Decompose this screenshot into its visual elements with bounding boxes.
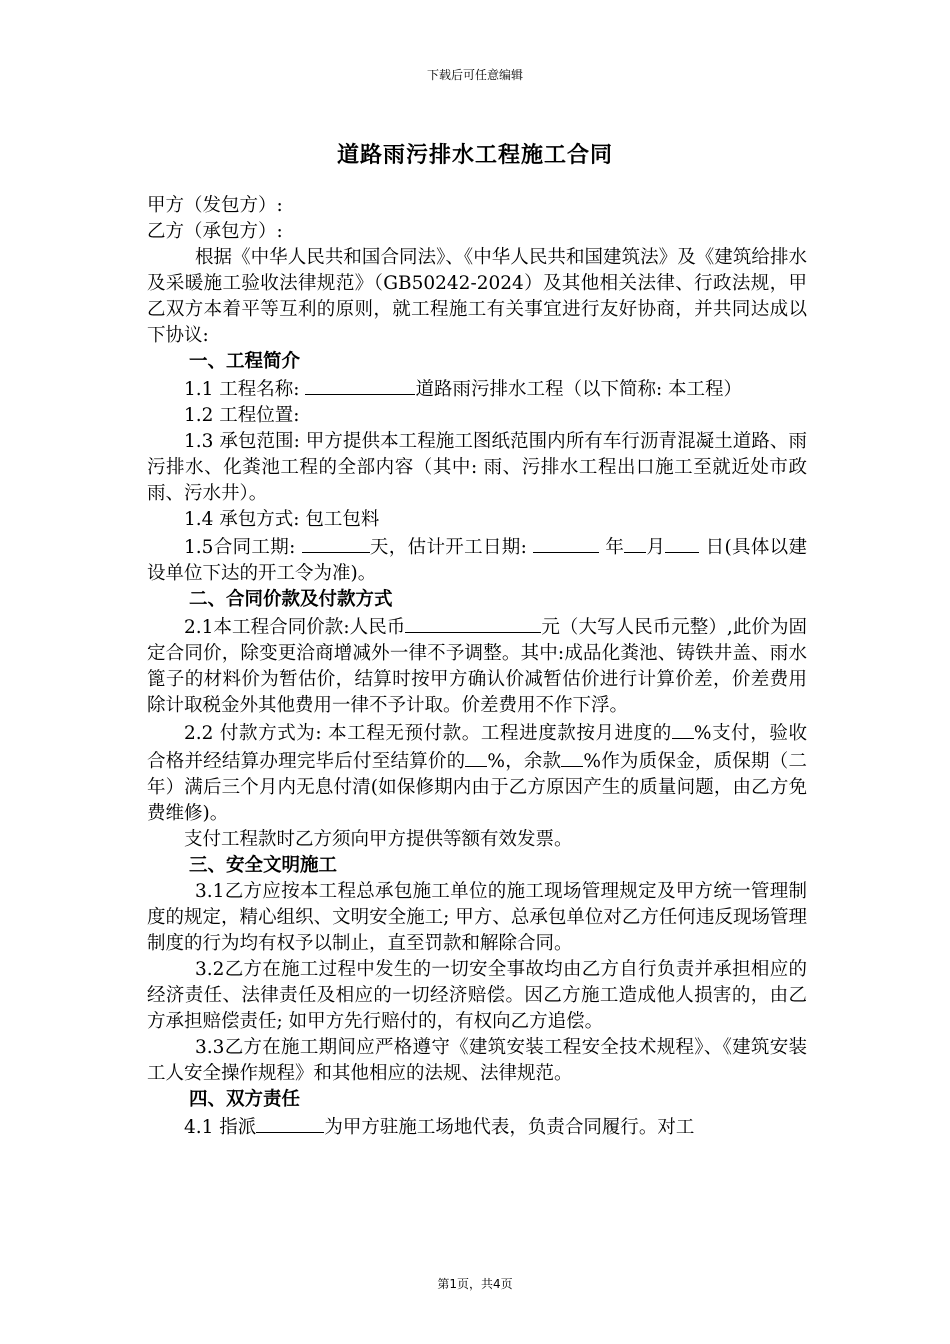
- clause-2-2-part2: %支付，验收合格并经结算办理完毕后付至结算价的: [147, 723, 807, 772]
- clause-1-4: 1.4 承包方式: 包工包料: [184, 509, 380, 530]
- start-year-blank: [533, 533, 599, 553]
- progress-percent-blank: [672, 719, 694, 739]
- clause-1-5: [147, 533, 807, 587]
- section-1-heading: 一、工程简介: [189, 351, 301, 372]
- duration-blank: [302, 533, 370, 553]
- clause-1-2: 1.2 工程位置:: [184, 405, 300, 426]
- clause-1-5-days: 天，估计开工日期:: [369, 537, 527, 558]
- section-4-heading: 四、双方责任: [189, 1089, 301, 1110]
- page-header: 下载后可任意编辑: [426, 68, 523, 82]
- start-month-blank: [624, 533, 646, 553]
- clause-1-5-rest: 日(具体以建设单位下达的开工令为准)。: [147, 537, 808, 584]
- clause-2-2-part1: 2.2 付款方式为: 本工程无预付款。工程进度款按月进度的: [184, 723, 672, 744]
- page-footer: 第1页，共4页: [437, 1277, 513, 1291]
- clause-4-1: [147, 1113, 807, 1141]
- price-blank: [405, 613, 541, 633]
- clause-1-3: 1.3 承包范围: 甲方提供本工程施工图纸范围内所有车行沥青混凝土道路、雨污排水、化粪池工程的全部内容（其中: 雨、污排水工程出口施工至就近处市政雨、污水井）。: [147, 431, 807, 504]
- clause-2-2-part3: %，余款: [487, 751, 562, 772]
- section-3-heading: 三、安全文明施工: [189, 855, 338, 876]
- clause-1-1-text: 道路雨污排水工程（以下简称: 本工程）: [415, 379, 743, 400]
- party-a-line: 甲方（发包方）:: [147, 195, 283, 216]
- party-b-line: 乙方（承包方）:: [147, 221, 283, 242]
- clause-2-3: 支付工程款时乙方须向甲方提供等额有效发票。: [184, 829, 573, 850]
- clause-2-1-label: 2.1本工程合同价款:人民币: [184, 617, 406, 638]
- clause-2-1: [147, 613, 807, 719]
- clause-1-5-label: 1.5合同工期:: [184, 537, 296, 558]
- retention-percent-blank: [561, 747, 583, 767]
- clause-3-3: 3.3乙方在施工期间应严格遵守《建筑安装工程安全技术规程》、《建筑安装工人安全操作规程》和其他相应的法规、法律规范。: [147, 1037, 807, 1084]
- clause-1-5-month: 月: [646, 537, 666, 558]
- clause-1-1-label: 1.1 工程名称:: [184, 379, 300, 400]
- clause-1-1: [147, 375, 807, 403]
- section-2-heading: 二、合同价款及付款方式: [189, 589, 393, 610]
- start-day-blank: [665, 533, 699, 553]
- contract-body: [147, 193, 807, 1141]
- clause-2-2: [147, 719, 807, 827]
- intro-paragraph: 根据《中华人民共和国合同法》、《中华人民共和国建筑法》及《建筑给排水及采暖施工验收法律规范》（GB50242-2024）及其他相关法律、行政法规，甲乙双方本着平等互利的原则，就工程施工有关事宜进行友好协商，并共同达成以下协议:: [147, 247, 807, 346]
- document-title: 道路雨污排水工程施工合同: [336, 142, 613, 168]
- clause-2-2-part4: %作为质保金，质保期（二年）满后三个月内无息付清(如保修期内由于乙方原因产生的质量问题，由乙方免费维修)。: [147, 751, 807, 824]
- settlement-percent-blank: [465, 747, 487, 767]
- project-name-blank: [305, 375, 415, 395]
- representative-blank: [256, 1113, 324, 1133]
- clause-3-1: 3.1乙方应按本工程总承包施工单位的施工现场管理规定及甲方统一管理制度的规定，精心组织、文明安全施工; 甲方、总承包单位对乙方任何违反现场管理制度的行为均有权予以制止，直至罚款和解除合同。: [147, 881, 807, 954]
- clause-2-1-text: 元（大写人民币元整）,此价为固定合同价，除变更洽商增减外一律不予调整。其中:成品化粪池、铸铁井盖、雨水篦子的材料价为暂估价，结算时按甲方确认价减暂估价进行计算价差，价差费用除计取税金外其他费用一律不予计取。价差费用不作下浮。: [147, 617, 808, 716]
- clause-3-2: 3.2乙方在施工过程中发生的一切安全事故均由乙方自行负责并承担相应的经济责任、法律责任及相应的一切经济赔偿。因乙方施工造成他人损害的，由乙方承担赔偿责任; 如甲方先行赔付的，有权向乙方追偿。: [147, 959, 807, 1032]
- clause-4-1-label: 4.1 指派: [184, 1117, 257, 1138]
- clause-1-5-year: 年: [605, 537, 625, 558]
- clause-4-1-text: 为甲方驻施工场地代表，负责合同履行。对工: [324, 1117, 695, 1138]
